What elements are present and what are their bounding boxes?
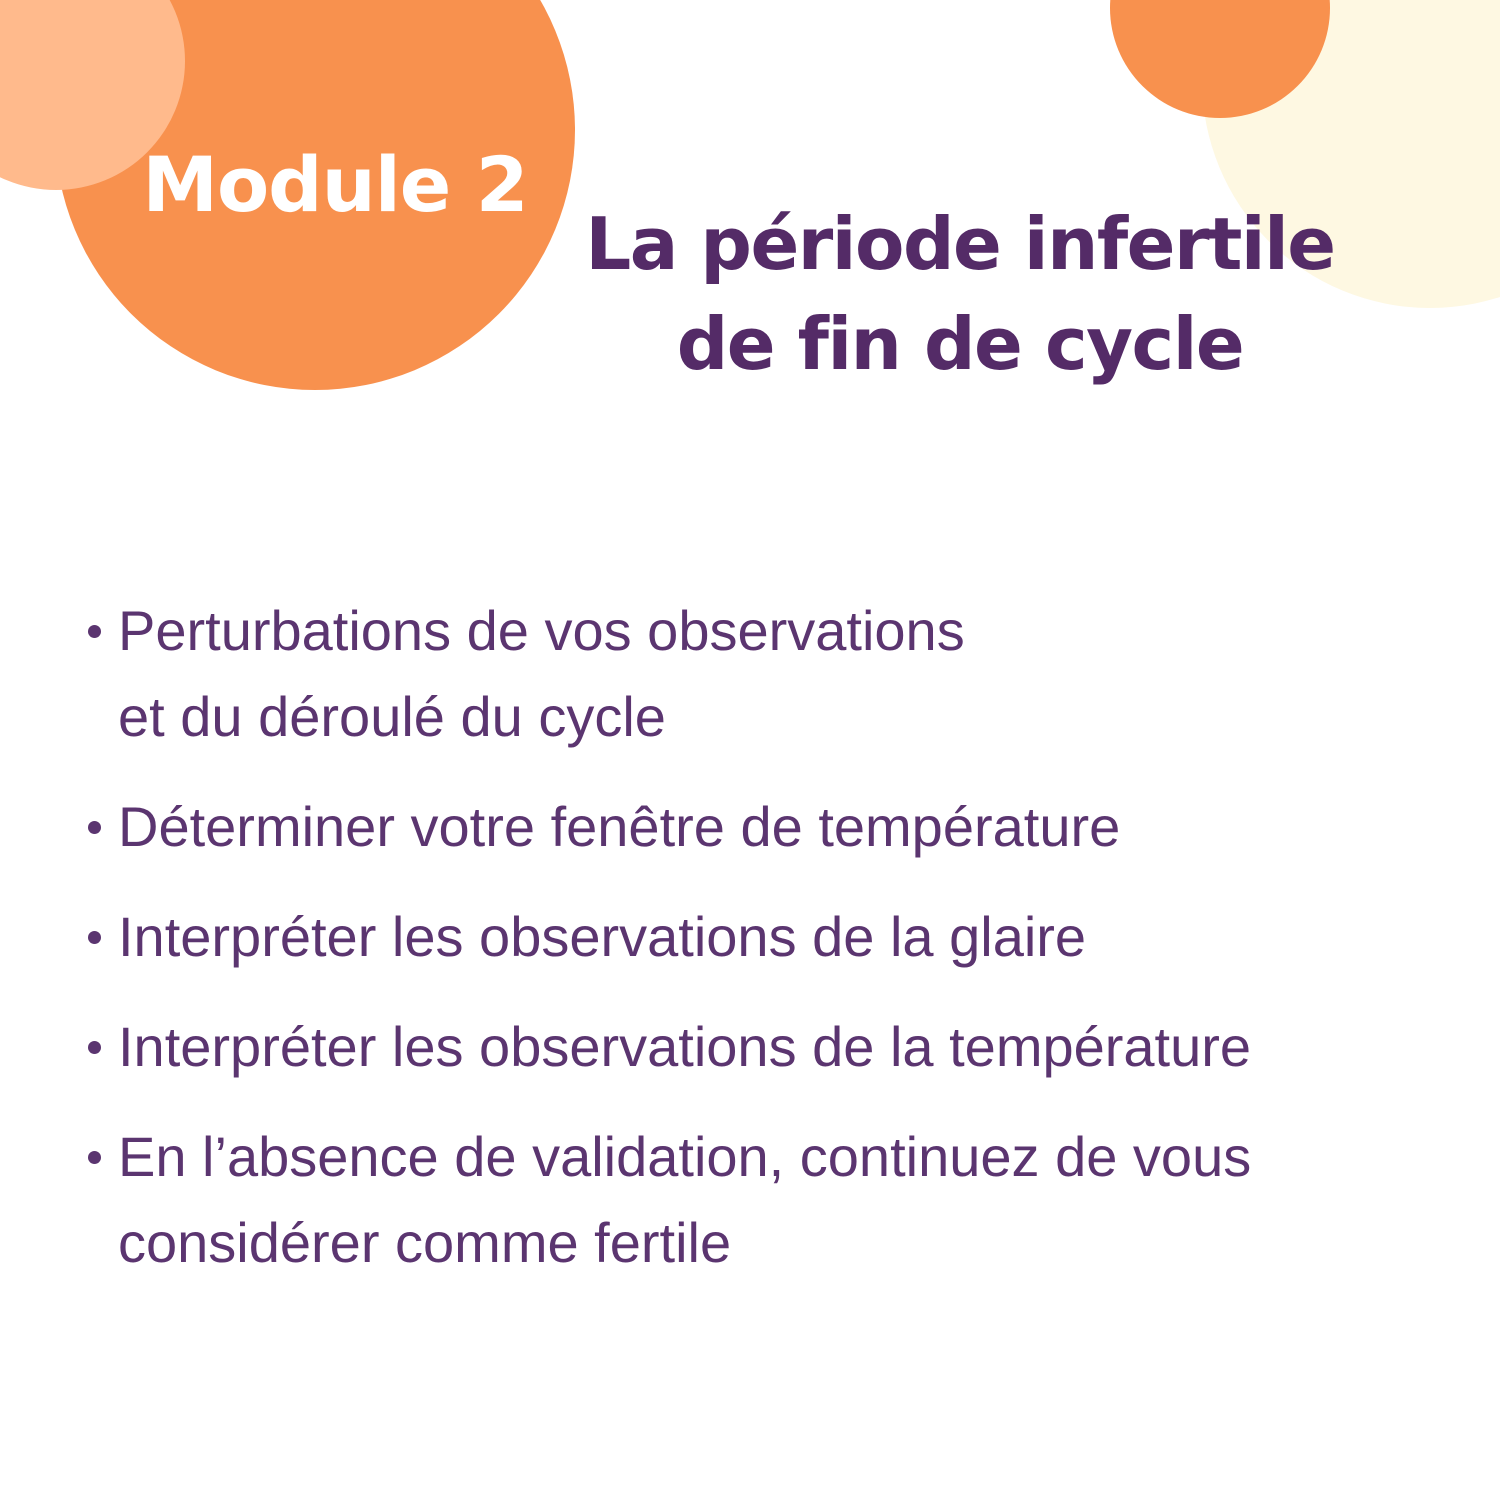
agenda-list	[88, 588, 1418, 1310]
list-item	[88, 784, 1418, 870]
page-title-line-2: de fin de cycle	[676, 302, 1244, 386]
page-title	[530, 194, 1390, 394]
page-title-line-1: La période infertile	[585, 202, 1335, 286]
list-item-line: Déterminer votre fenêtre de température	[118, 795, 1121, 858]
list-item-line: et du déroulé du cycle	[118, 685, 666, 748]
list-item	[88, 1114, 1418, 1286]
list-item-line: Perturbations de vos observations	[118, 599, 965, 662]
list-item	[88, 588, 1418, 760]
list-item-line: Interpréter les observations de la glaire	[118, 905, 1087, 968]
list-item	[88, 894, 1418, 980]
module-badge-label: Module 2	[142, 140, 528, 229]
list-item-line: considérer comme fertile	[118, 1211, 732, 1274]
list-item-line: Interpréter les observations de la température	[118, 1015, 1252, 1078]
list-item	[88, 1004, 1418, 1090]
list-item-line: En l’absence de validation, continuez de vous	[118, 1125, 1252, 1188]
